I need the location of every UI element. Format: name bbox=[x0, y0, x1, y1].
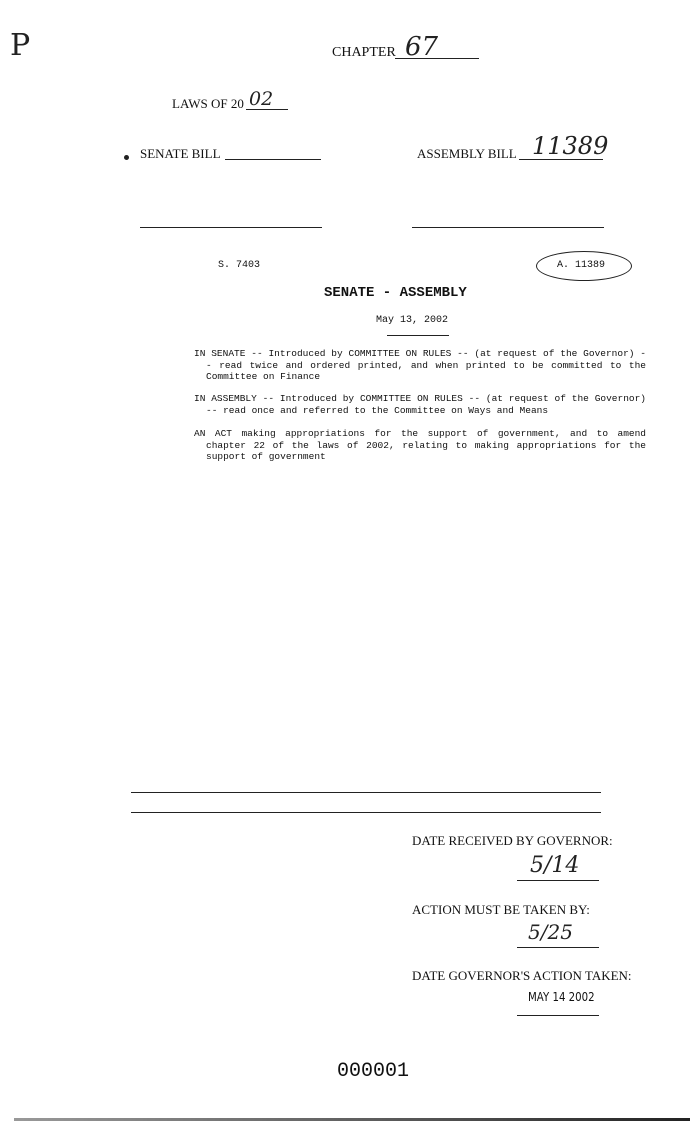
date-received-value: 5/14 bbox=[530, 853, 580, 878]
laws-label: LAWS OF 20 bbox=[172, 96, 244, 111]
date-underline bbox=[387, 335, 449, 336]
action-taken-line bbox=[517, 1015, 599, 1016]
date-received-line bbox=[517, 880, 599, 881]
senate-blank-line bbox=[140, 227, 322, 228]
action-deadline-label: ACTION MUST BE TAKEN BY: bbox=[412, 902, 590, 917]
action-deadline-value: 5/25 bbox=[528, 920, 573, 944]
separator-line-1 bbox=[131, 792, 601, 793]
action-deadline-line bbox=[517, 947, 599, 948]
document-date: May 13, 2002 bbox=[376, 315, 449, 326]
action-taken-label: DATE GOVERNOR'S ACTION TAKEN: bbox=[412, 968, 632, 983]
assembly-bill-number: A. 11389 bbox=[557, 260, 606, 271]
chapter-value: 67 bbox=[405, 32, 439, 62]
senate-bill-number: S. 7403 bbox=[218, 260, 261, 271]
action-taken-stamp: MAY 14 2002 bbox=[528, 990, 595, 1004]
chapter-label: CHAPTER bbox=[332, 45, 396, 60]
senate-bill-line bbox=[225, 159, 321, 160]
bullet-mark bbox=[124, 155, 129, 160]
laws-value: 02 bbox=[249, 88, 274, 110]
separator-line-2 bbox=[131, 812, 601, 813]
senate-introduction: IN SENATE -- Introduced by COMMITTEE ON RULES -- (at request of the Governor) -- read twice and ordered printed, and when printed to be committed to the Committee on Finance bbox=[194, 348, 646, 382]
assembly-bill-value: 11389 bbox=[532, 132, 609, 160]
act-description: AN ACT making appropriations for the support of government, and to amend chapter 22 of the laws of 2002, relating to making appropriations for the support of government bbox=[194, 428, 646, 462]
assembly-blank-line bbox=[412, 227, 604, 228]
bottom-scan-edge bbox=[14, 1118, 690, 1121]
assembly-introduction: IN ASSEMBLY -- Introduced by COMMITTEE ON RULES -- (at request of the Governor) -- read once and referred to the Committee on Ways and Means bbox=[194, 393, 646, 416]
assembly-bill-label: ASSEMBLY BILL bbox=[417, 146, 517, 161]
page-number: 000001 bbox=[337, 1060, 410, 1083]
margin-mark: P bbox=[10, 28, 31, 63]
senate-bill-label: SENATE BILL bbox=[140, 146, 221, 161]
document-heading: SENATE - ASSEMBLY bbox=[324, 285, 467, 301]
date-received-label: DATE RECEIVED BY GOVERNOR: bbox=[412, 833, 613, 848]
